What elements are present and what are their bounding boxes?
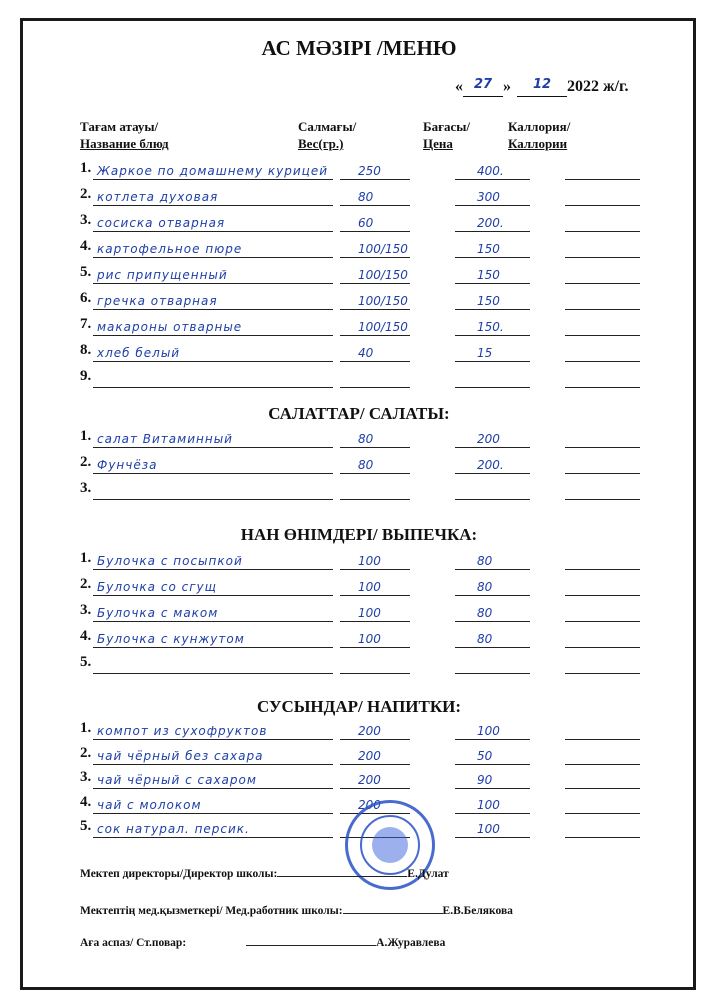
dish-calories [565, 818, 640, 838]
row-number: 5. [80, 654, 92, 670]
dish-weight: 40 [340, 342, 410, 362]
section-heading: НАН ӨНІМДЕРІ/ ВЫПЕЧКА: [240, 525, 478, 544]
menu-row [80, 316, 650, 336]
row-number: 7. [80, 316, 92, 332]
dish-name: чай чёрный с сахаром [93, 769, 333, 789]
signature-cook: Аға аспаз/ Ст.повар: А.Журавлева [80, 937, 446, 949]
row-number: 1. [80, 720, 92, 736]
dish-price: 200. [455, 454, 530, 474]
dish-calories [565, 654, 640, 674]
menu-row [80, 550, 650, 570]
signature-medical: Мектептің мед.қызметкері/ Мед.работник школы: Е.В.Белякова [80, 905, 513, 917]
row-number: 4. [80, 238, 92, 254]
dish-weight: 200 [340, 720, 410, 740]
dish-calories [565, 794, 640, 814]
dish-calories [565, 186, 640, 206]
row-number: 3. [80, 769, 92, 785]
dish-price: 150 [455, 238, 530, 258]
dish-name: сок натурал. персик. [93, 818, 333, 838]
dish-price: 80 [455, 628, 530, 648]
row-number: 2. [80, 744, 92, 761]
menu-row [80, 368, 650, 388]
menu-row [80, 264, 650, 284]
dish-price: 150. [455, 316, 530, 336]
menu-row [80, 720, 650, 740]
dish-calories [565, 290, 640, 310]
dish-name: картофельное пюре [93, 238, 333, 258]
dish-price [455, 654, 530, 674]
menu-row [80, 654, 650, 674]
page-title: АС МӘЗІРІ /МЕНЮ [261, 36, 457, 60]
dish-calories [565, 316, 640, 336]
dish-weight: 80 [340, 454, 410, 474]
row-number: 9. [80, 368, 92, 384]
row-number: 3. [80, 602, 92, 618]
dish-calories [565, 480, 640, 500]
dish-weight: 100 [340, 550, 410, 570]
dish-name: котлета духовая [93, 186, 333, 206]
dish-weight: 100 [340, 602, 410, 622]
dish-price: 15 [455, 342, 530, 362]
dish-weight: 200 [340, 745, 410, 765]
row-number: 5. [80, 818, 92, 834]
dish-price: 90 [455, 769, 530, 789]
dish-weight: 100/150 [340, 290, 410, 310]
dish-calories [565, 454, 640, 474]
dish-name [93, 480, 333, 500]
column-header-name: Тағам атауы/ Название блюд [80, 119, 169, 151]
dish-calories [565, 769, 640, 789]
dish-name: Булочка с маком [93, 602, 333, 622]
dish-calories [565, 238, 640, 258]
dish-price [455, 480, 530, 500]
dish-price [455, 368, 530, 388]
row-number: 3. [80, 212, 92, 228]
dish-calories [565, 550, 640, 570]
section-heading: СУСЫНДАР/ НАПИТКИ: [256, 697, 462, 716]
dish-name: гречка отварная [93, 290, 333, 310]
dish-price: 200. [455, 212, 530, 232]
dish-name: Булочка со сгущ [93, 576, 333, 596]
dish-name: Булочка с кунжутом [93, 628, 333, 648]
menu-row [80, 480, 650, 500]
dish-name: Булочка с посыпкой [93, 550, 333, 570]
dish-calories [565, 628, 640, 648]
dish-calories [565, 428, 640, 448]
dish-weight: 100/150 [340, 264, 410, 284]
dish-name [93, 368, 333, 388]
menu-row [80, 160, 650, 180]
dish-weight: 200 [340, 769, 410, 789]
dish-price: 300 [455, 186, 530, 206]
dish-calories [565, 368, 640, 388]
dish-name [93, 654, 333, 674]
dish-calories [565, 342, 640, 362]
dish-price: 400. [455, 160, 530, 180]
column-header-calories: Каллория/ Каллории [508, 119, 571, 151]
dish-price: 100 [455, 720, 530, 740]
date-day: 27 [463, 78, 503, 97]
date-year: 2022 ж/г. [567, 78, 629, 95]
dish-name: салат Витаминный [93, 428, 333, 448]
dish-weight: 60 [340, 212, 410, 232]
dish-weight [340, 368, 410, 388]
dish-price: 150 [455, 264, 530, 284]
dish-weight: 250 [340, 160, 410, 180]
dish-price: 80 [455, 550, 530, 570]
menu-row [80, 186, 650, 206]
dish-calories [565, 602, 640, 622]
dish-price: 80 [455, 576, 530, 596]
menu-row [80, 454, 650, 474]
dish-price: 200 [455, 428, 530, 448]
dish-weight: 80 [340, 186, 410, 206]
row-number: 4. [80, 793, 92, 810]
row-number: 8. [80, 342, 92, 358]
column-header-weight: Салмағы/ Вес(гр.) [298, 119, 357, 151]
dish-weight: 100/150 [340, 238, 410, 258]
dish-price: 100 [455, 818, 530, 838]
dish-price: 50 [455, 745, 530, 765]
row-number: 1. [80, 160, 92, 176]
menu-row [80, 342, 650, 362]
date-open-quote: « [455, 78, 463, 95]
menu-row [80, 290, 650, 310]
row-number: 6. [80, 290, 92, 306]
dish-name: чай чёрный без сахара [93, 745, 333, 765]
dish-weight [340, 480, 410, 500]
menu-row [80, 212, 650, 232]
row-number: 2. [80, 454, 92, 470]
dish-name: компот из сухофруктов [93, 720, 333, 740]
row-number: 5. [80, 264, 92, 280]
dish-price: 80 [455, 602, 530, 622]
dish-name: сосиска отварная [93, 212, 333, 232]
menu-row [80, 428, 650, 448]
section-heading: САЛАТТАР/ САЛАТЫ: [268, 404, 450, 423]
dish-calories [565, 576, 640, 596]
dish-name: хлеб белый [93, 342, 333, 362]
dish-calories [565, 264, 640, 284]
dish-name: макароны отварные [93, 316, 333, 336]
signature-director: Мектеп директоры/Директор школы: Е.Дулат [80, 868, 449, 880]
dish-weight: 200 [340, 794, 410, 814]
row-number: 2. [80, 186, 92, 202]
dish-calories [565, 745, 640, 765]
dish-calories [565, 160, 640, 180]
dish-price: 150 [455, 290, 530, 310]
dish-price: 100 [455, 794, 530, 814]
dish-weight: 100/150 [340, 316, 410, 336]
menu-row [80, 769, 650, 789]
row-number: 3. [80, 480, 92, 496]
dish-calories [565, 720, 640, 740]
menu-row [80, 576, 650, 596]
dish-calories [565, 212, 640, 232]
dish-weight: 80 [340, 428, 410, 448]
dish-name: Фунчёза [93, 454, 333, 474]
menu-row [80, 238, 650, 258]
dish-name: чай с молоком [93, 794, 333, 814]
dish-weight: 100 [340, 576, 410, 596]
dish-weight [340, 654, 410, 674]
date-month: 12 [517, 78, 567, 97]
date-close-quote: » [503, 78, 511, 95]
row-number: 1. [80, 550, 92, 566]
menu-row [80, 602, 650, 622]
dish-name: рис припущенный [93, 264, 333, 284]
row-number: 1. [80, 428, 92, 444]
date-line [455, 78, 629, 97]
menu-row [80, 745, 650, 765]
dish-weight: 100 [340, 628, 410, 648]
row-number: 2. [80, 576, 92, 592]
dish-name: Жаркое по домашнему курицей [93, 160, 333, 180]
menu-row [80, 628, 650, 648]
row-number: 4. [80, 628, 92, 644]
column-header-price: Бағасы/ Цена [423, 119, 471, 151]
